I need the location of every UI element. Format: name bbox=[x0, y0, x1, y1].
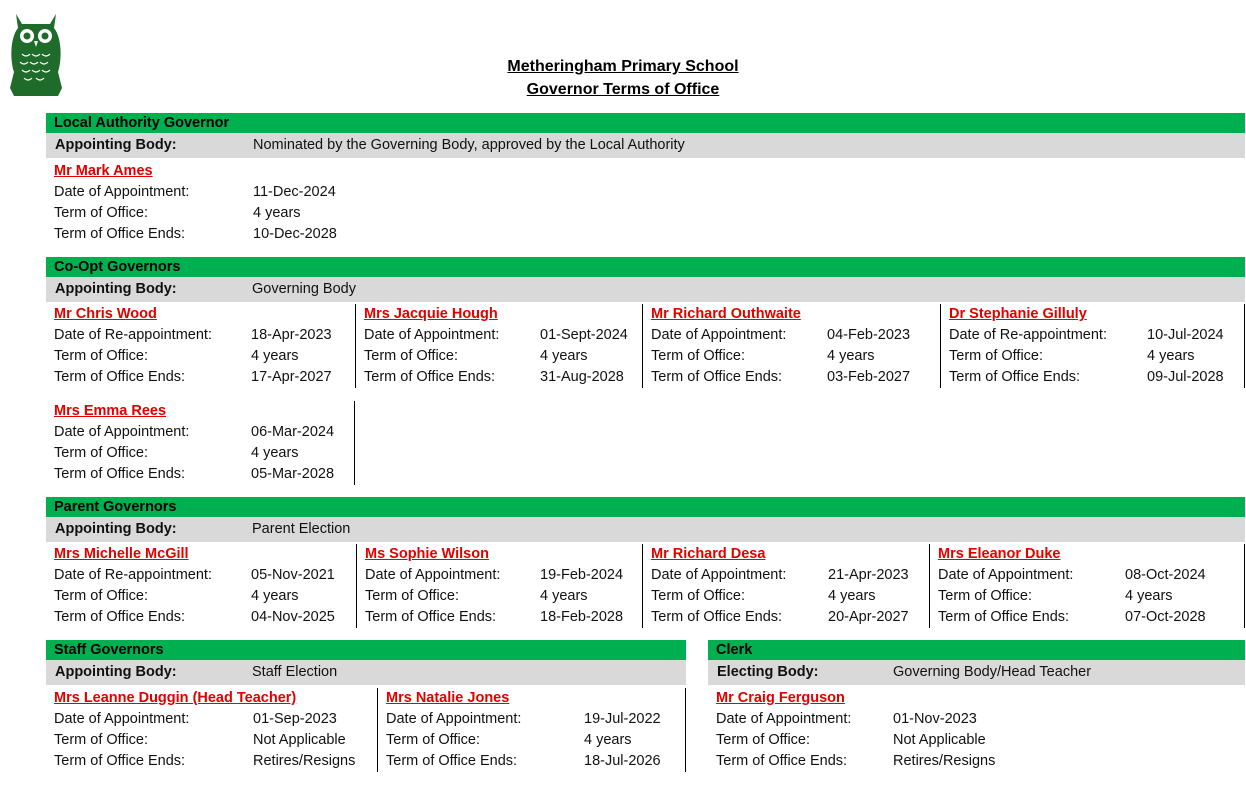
term-row bbox=[949, 346, 1195, 367]
term-value: 4 years bbox=[584, 732, 632, 748]
governor-name-link[interactable]: Mrs Michelle McGill bbox=[54, 546, 189, 562]
ends-label: Term of Office Ends: bbox=[364, 369, 496, 385]
governor-card bbox=[642, 544, 929, 628]
term-row bbox=[716, 730, 986, 751]
governor-name-link[interactable]: Mr Richard Outhwaite bbox=[651, 306, 801, 322]
term-label: Term of Office: bbox=[54, 445, 149, 461]
date-label: Date of Appointment: bbox=[716, 711, 852, 727]
date-row bbox=[938, 565, 1206, 586]
ends-row bbox=[54, 607, 335, 628]
term-label: Term of Office: bbox=[364, 348, 459, 364]
ends-label: Term of Office Ends: bbox=[386, 753, 518, 769]
term-value: 4 years bbox=[1125, 588, 1173, 604]
term-row bbox=[54, 203, 301, 224]
date-value: 10-Jul-2024 bbox=[1147, 327, 1224, 343]
governor-card bbox=[356, 544, 642, 628]
page-title: Governor Terms of Office bbox=[526, 81, 720, 98]
governor-name-link[interactable]: Mrs Emma Rees bbox=[54, 403, 167, 419]
term-label: Term of Office: bbox=[54, 588, 149, 604]
governor-card bbox=[46, 544, 356, 628]
governor-name-link[interactable]: Mrs Natalie Jones bbox=[386, 690, 510, 706]
term-row bbox=[54, 730, 346, 751]
date-value: 05-Nov-2021 bbox=[251, 567, 335, 583]
section-header-staff: Staff Governors bbox=[46, 640, 686, 661]
term-value: 4 years bbox=[251, 348, 299, 364]
ends-value: 17-Apr-2027 bbox=[251, 369, 332, 385]
electing-body-label: Electing Body: bbox=[717, 664, 819, 680]
date-value: 04-Feb-2023 bbox=[827, 327, 911, 343]
ends-row bbox=[54, 224, 337, 245]
date-row bbox=[54, 422, 335, 443]
ends-row bbox=[54, 464, 335, 485]
date-value: 01-Nov-2023 bbox=[893, 711, 977, 727]
school-title: Metheringham Primary School bbox=[507, 58, 739, 75]
section-header-local-authority: Local Authority Governor bbox=[46, 113, 1245, 134]
ends-value: Retires/Resigns bbox=[893, 753, 996, 769]
governor-card bbox=[642, 304, 940, 388]
ends-row bbox=[651, 607, 909, 628]
date-value: 18-Apr-2023 bbox=[251, 327, 332, 343]
term-value: 4 years bbox=[827, 348, 875, 364]
governor-name-link[interactable]: Dr Stephanie Gilluly bbox=[949, 306, 1087, 322]
term-value: 4 years bbox=[540, 348, 588, 364]
ends-label: Term of Office Ends: bbox=[54, 466, 186, 482]
term-row bbox=[54, 443, 299, 464]
governor-card bbox=[377, 688, 686, 772]
ends-label: Term of Office Ends: bbox=[54, 753, 186, 769]
ends-row bbox=[54, 751, 356, 772]
date-row bbox=[54, 325, 332, 346]
ends-row bbox=[716, 751, 996, 772]
date-row bbox=[54, 709, 337, 730]
electing-body-value: Governing Body/Head Teacher bbox=[893, 664, 1092, 680]
ends-label: Term of Office Ends: bbox=[54, 226, 186, 242]
appointing-body-row bbox=[46, 133, 1245, 158]
governor-name-link[interactable]: Mr Richard Desa bbox=[651, 546, 766, 562]
ends-value: 10-Dec-2028 bbox=[253, 226, 337, 242]
governor-card bbox=[46, 688, 377, 772]
date-row bbox=[651, 325, 911, 346]
governor-name-link[interactable]: Mrs Leanne Duggin (Head Teacher) bbox=[54, 690, 297, 706]
governor-card bbox=[46, 161, 366, 245]
term-row bbox=[365, 586, 588, 607]
date-label: Date of Appointment: bbox=[386, 711, 522, 727]
ends-value: 09-Jul-2028 bbox=[1147, 369, 1224, 385]
appointing-body-value: Parent Election bbox=[252, 521, 351, 537]
governor-name-link[interactable]: Mr Mark Ames bbox=[54, 163, 153, 179]
appointing-body-value: Governing Body bbox=[252, 281, 356, 297]
term-value: 4 years bbox=[1147, 348, 1195, 364]
ends-value: 18-Feb-2028 bbox=[540, 609, 624, 625]
appointing-body-label: Appointing Body: bbox=[55, 137, 177, 153]
term-label: Term of Office: bbox=[651, 588, 746, 604]
ends-label: Term of Office Ends: bbox=[716, 753, 848, 769]
date-row bbox=[386, 709, 661, 730]
governor-card bbox=[940, 304, 1245, 388]
ends-row bbox=[54, 367, 332, 388]
section-header-co-opt: Co-Opt Governors bbox=[46, 257, 1245, 278]
date-row bbox=[364, 325, 628, 346]
ends-value: 18-Jul-2026 bbox=[584, 753, 661, 769]
date-label: Date of Appointment: bbox=[54, 424, 190, 440]
ends-label: Term of Office Ends: bbox=[54, 609, 186, 625]
ends-label: Term of Office Ends: bbox=[651, 609, 783, 625]
term-label: Term of Office: bbox=[938, 588, 1033, 604]
appointing-body-row bbox=[46, 277, 1245, 302]
governor-name-link[interactable]: Mr Chris Wood bbox=[54, 306, 157, 322]
date-label: Date of Appointment: bbox=[651, 567, 787, 583]
date-value: 08-Oct-2024 bbox=[1125, 567, 1206, 583]
governor-name-link[interactable]: Mrs Jacquie Hough bbox=[364, 306, 498, 322]
date-value: 21-Apr-2023 bbox=[828, 567, 909, 583]
date-row bbox=[54, 565, 335, 586]
date-label: Date of Re-appointment: bbox=[54, 327, 212, 343]
governor-name-link[interactable]: Ms Sophie Wilson bbox=[365, 546, 489, 562]
appointing-body-row bbox=[46, 517, 1245, 542]
term-row bbox=[386, 730, 632, 751]
term-label: Term of Office: bbox=[54, 732, 149, 748]
term-row bbox=[651, 586, 876, 607]
term-value: 4 years bbox=[253, 205, 301, 221]
date-label: Date of Appointment: bbox=[364, 327, 500, 343]
date-value: 01-Sep-2023 bbox=[253, 711, 337, 727]
appointing-body-label: Appointing Body: bbox=[55, 664, 177, 680]
appointing-body-row bbox=[46, 660, 686, 685]
ends-label: Term of Office Ends: bbox=[938, 609, 1070, 625]
date-value: 19-Feb-2024 bbox=[540, 567, 624, 583]
clerk-card bbox=[708, 688, 1108, 772]
term-label: Term of Office: bbox=[54, 348, 149, 364]
ends-row bbox=[651, 367, 911, 388]
date-row bbox=[949, 325, 1224, 346]
term-label: Term of Office: bbox=[386, 732, 481, 748]
term-label: Term of Office: bbox=[716, 732, 811, 748]
governor-card bbox=[929, 544, 1245, 628]
ends-value: 07-Oct-2028 bbox=[1125, 609, 1206, 625]
date-row bbox=[54, 182, 336, 203]
term-label: Term of Office: bbox=[651, 348, 746, 364]
appointing-body-value: Nominated by the Governing Body, approved by the Local Authority bbox=[253, 137, 685, 153]
date-label: Date of Appointment: bbox=[54, 184, 190, 200]
governor-card bbox=[355, 304, 642, 388]
term-row bbox=[651, 346, 875, 367]
date-label: Date of Appointment: bbox=[54, 711, 190, 727]
date-value: 06-Mar-2024 bbox=[251, 424, 335, 440]
term-label: Term of Office: bbox=[54, 205, 149, 221]
date-row bbox=[716, 709, 977, 730]
ends-value: 04-Nov-2025 bbox=[251, 609, 335, 625]
ends-value: Retires/Resigns bbox=[253, 753, 356, 769]
term-value: 4 years bbox=[828, 588, 876, 604]
ends-value: 31-Aug-2028 bbox=[540, 369, 624, 385]
ends-label: Term of Office Ends: bbox=[949, 369, 1081, 385]
ends-label: Term of Office Ends: bbox=[365, 609, 497, 625]
governor-card bbox=[46, 401, 355, 485]
date-row bbox=[365, 565, 624, 586]
governor-name-link[interactable]: Mrs Eleanor Duke bbox=[938, 546, 1061, 562]
term-row bbox=[54, 586, 299, 607]
appointing-body-label: Appointing Body: bbox=[55, 281, 177, 297]
ends-row bbox=[386, 751, 661, 772]
ends-value: 05-Mar-2028 bbox=[251, 466, 335, 482]
date-label: Date of Re-appointment: bbox=[54, 567, 212, 583]
section-header-clerk: Clerk bbox=[708, 640, 1245, 661]
appointing-body-label: Appointing Body: bbox=[55, 521, 177, 537]
ends-row bbox=[364, 367, 624, 388]
date-label: Date of Appointment: bbox=[365, 567, 501, 583]
term-value: 4 years bbox=[251, 445, 299, 461]
clerk-name-link[interactable]: Mr Craig Ferguson bbox=[716, 690, 845, 706]
date-label: Date of Appointment: bbox=[938, 567, 1074, 583]
date-label: Date of Appointment: bbox=[651, 327, 787, 343]
term-row bbox=[938, 586, 1173, 607]
electing-body-row bbox=[708, 660, 1245, 685]
term-label: Term of Office: bbox=[949, 348, 1044, 364]
term-value: Not Applicable bbox=[253, 732, 346, 748]
term-row bbox=[364, 346, 588, 367]
term-label: Term of Office: bbox=[365, 588, 460, 604]
governor-card bbox=[46, 304, 355, 388]
date-value: 11-Dec-2024 bbox=[253, 184, 336, 200]
date-row bbox=[651, 565, 909, 586]
appointing-body-value: Staff Election bbox=[252, 664, 338, 680]
ends-label: Term of Office Ends: bbox=[651, 369, 783, 385]
term-row bbox=[54, 346, 299, 367]
term-value: Not Applicable bbox=[893, 732, 986, 748]
ends-value: 20-Apr-2027 bbox=[828, 609, 909, 625]
date-value: 19-Jul-2022 bbox=[584, 711, 661, 727]
section-header-parent: Parent Governors bbox=[46, 497, 1245, 518]
ends-row bbox=[938, 607, 1206, 628]
date-value: 01-Sept-2024 bbox=[540, 327, 628, 343]
ends-label: Term of Office Ends: bbox=[54, 369, 186, 385]
term-value: 4 years bbox=[251, 588, 299, 604]
ends-row bbox=[365, 607, 624, 628]
term-value: 4 years bbox=[540, 588, 588, 604]
ends-value: 03-Feb-2027 bbox=[827, 369, 911, 385]
ends-row bbox=[949, 367, 1224, 388]
date-label: Date of Re-appointment: bbox=[949, 327, 1107, 343]
